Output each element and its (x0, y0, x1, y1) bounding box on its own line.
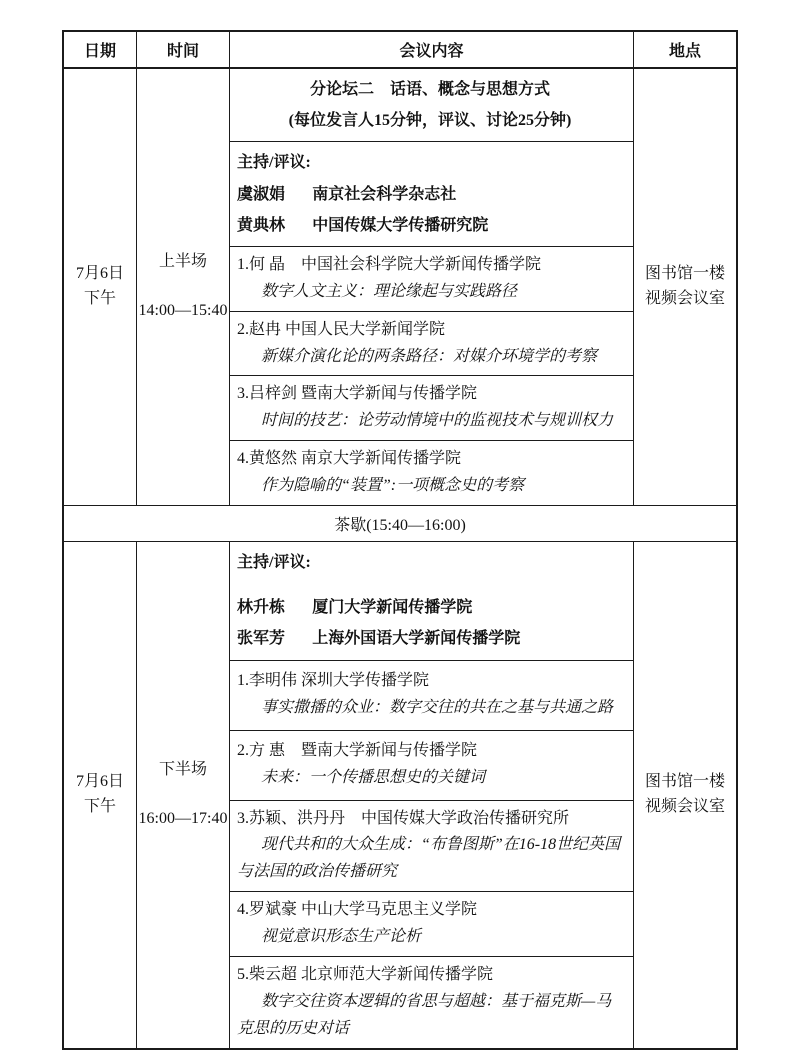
moderator-name: 林升栋 (237, 599, 286, 617)
item-speaker-line: 2.方 惠 暨南大学新闻与传播学院 (237, 742, 478, 760)
moderator-row (237, 210, 623, 241)
moderator-heading: 主持/评议: (237, 553, 311, 571)
moderator-affiliation: 南京社会科学杂志社 (312, 185, 457, 203)
location-line: 视频会议室 (644, 289, 725, 307)
conference-schedule-table (62, 30, 738, 1050)
date-line: 下午 (83, 797, 116, 815)
item-speaker-line: 5.柴云超 北京师范大学新闻传播学院 (237, 965, 494, 983)
time-cell (137, 542, 230, 1048)
item-paper-title: 作为隐喻的“装置”:一项概念史的考察 (261, 477, 525, 495)
moderator-affiliation: 厦门大学新闻传播学院 (312, 599, 473, 617)
tea-break-row: 茶歇(15:40—16:00) (64, 505, 736, 542)
item-paper-title: 时间的技艺：论劳动情境中的监视技术与规训权力 (261, 412, 614, 430)
session-row-1 (64, 69, 736, 505)
moderators-block (230, 542, 633, 660)
date-line: 7月6日 (75, 265, 124, 283)
content-cell (230, 542, 634, 1048)
agenda-item (230, 311, 633, 376)
session-title-line: 分论坛二 话语、概念与思想方式 (309, 81, 550, 98)
moderator-affiliation: 中国传媒大学传播研究院 (312, 216, 489, 234)
agenda-item (230, 730, 633, 800)
moderator-name: 黄典林 (237, 216, 286, 234)
location-line: 图书馆一楼 (644, 265, 725, 283)
moderator-name: 张军芳 (237, 630, 286, 648)
moderator-row (237, 592, 623, 623)
item-paper-title: 未来：一个传播思想史的关键词 (261, 769, 486, 786)
date-line: 7月6日 (75, 772, 124, 790)
item-speaker-line: 4.黄悠然 南京大学新闻传播学院 (237, 450, 462, 468)
item-speaker-line: 3.吕梓剑 暨南大学新闻与传播学院 (237, 385, 478, 403)
moderator-name: 虞淑娟 (237, 185, 286, 203)
agenda-item (230, 660, 633, 730)
moderators-block (230, 141, 633, 246)
header-cell-time: 时间 (137, 32, 230, 67)
header-cell-content: 会议内容 (230, 32, 634, 67)
item-speaker-line: 3.苏颖、洪丹丹 中国传媒大学政治传播研究所 (237, 809, 570, 827)
header-cell-date: 日期 (64, 32, 137, 67)
moderator-row (237, 623, 623, 654)
item-speaker-line: 4.罗斌豪 中山大学马克思主义学院 (237, 901, 478, 919)
item-speaker-line: 2.赵冉 中国人民大学新闻学院 (237, 320, 446, 338)
agenda-item (230, 440, 633, 505)
header-cell-location: 地点 (668, 43, 701, 60)
time-label: 下半场 (158, 760, 207, 778)
location-line: 视频会议室 (644, 797, 725, 815)
location-line: 图书馆一楼 (644, 772, 725, 790)
moderator-heading: 主持/评议: (237, 154, 311, 172)
date-line: 下午 (83, 289, 116, 307)
table-header-row (64, 32, 736, 69)
session-title-block (230, 69, 633, 141)
time-range: 14:00—15:40 (138, 301, 228, 319)
item-paper-title: 数字交往资本逻辑的省思与超越：基于福克斯—马克思的历史对话 (237, 992, 612, 1037)
moderator-affiliation: 上海外国语大学新闻传播学院 (312, 630, 521, 648)
agenda-item (230, 375, 633, 440)
item-paper-title: 新媒介演化论的两条路径：对媒介环境学的考察 (261, 347, 598, 365)
time-cell (137, 69, 230, 505)
item-speaker-line: 1.何 晶 中国社会科学院大学新闻传播学院 (237, 255, 542, 273)
item-paper-title: 现代共和的大众生成：“布鲁图斯”在16-18世纪英国与法国的政治传播研究 (237, 836, 621, 881)
location-cell (634, 69, 736, 505)
content-cell (230, 69, 634, 505)
location-cell (634, 542, 736, 1048)
item-paper-title: 数字人文主义：理论缘起与实践路径 (261, 282, 518, 300)
session-title-line: (每位发言人15分钟，评议、讨论25分钟) (288, 112, 572, 130)
session-row-2 (64, 542, 736, 1048)
agenda-item (230, 800, 633, 892)
moderator-row (237, 179, 623, 210)
agenda-item (230, 891, 633, 956)
date-cell (64, 542, 137, 1048)
item-paper-title: 事实撒播的众业：数字交往的共在之基与共通之路 (261, 699, 614, 716)
item-speaker-line: 1.李明伟 深圳大学传播学院 (237, 672, 430, 690)
time-label: 上半场 (158, 253, 207, 271)
agenda-item (230, 956, 633, 1048)
date-cell (64, 69, 137, 505)
time-range: 16:00—17:40 (138, 809, 228, 827)
agenda-item (230, 246, 633, 311)
item-paper-title: 视觉意识形态生产论析 (261, 928, 422, 945)
